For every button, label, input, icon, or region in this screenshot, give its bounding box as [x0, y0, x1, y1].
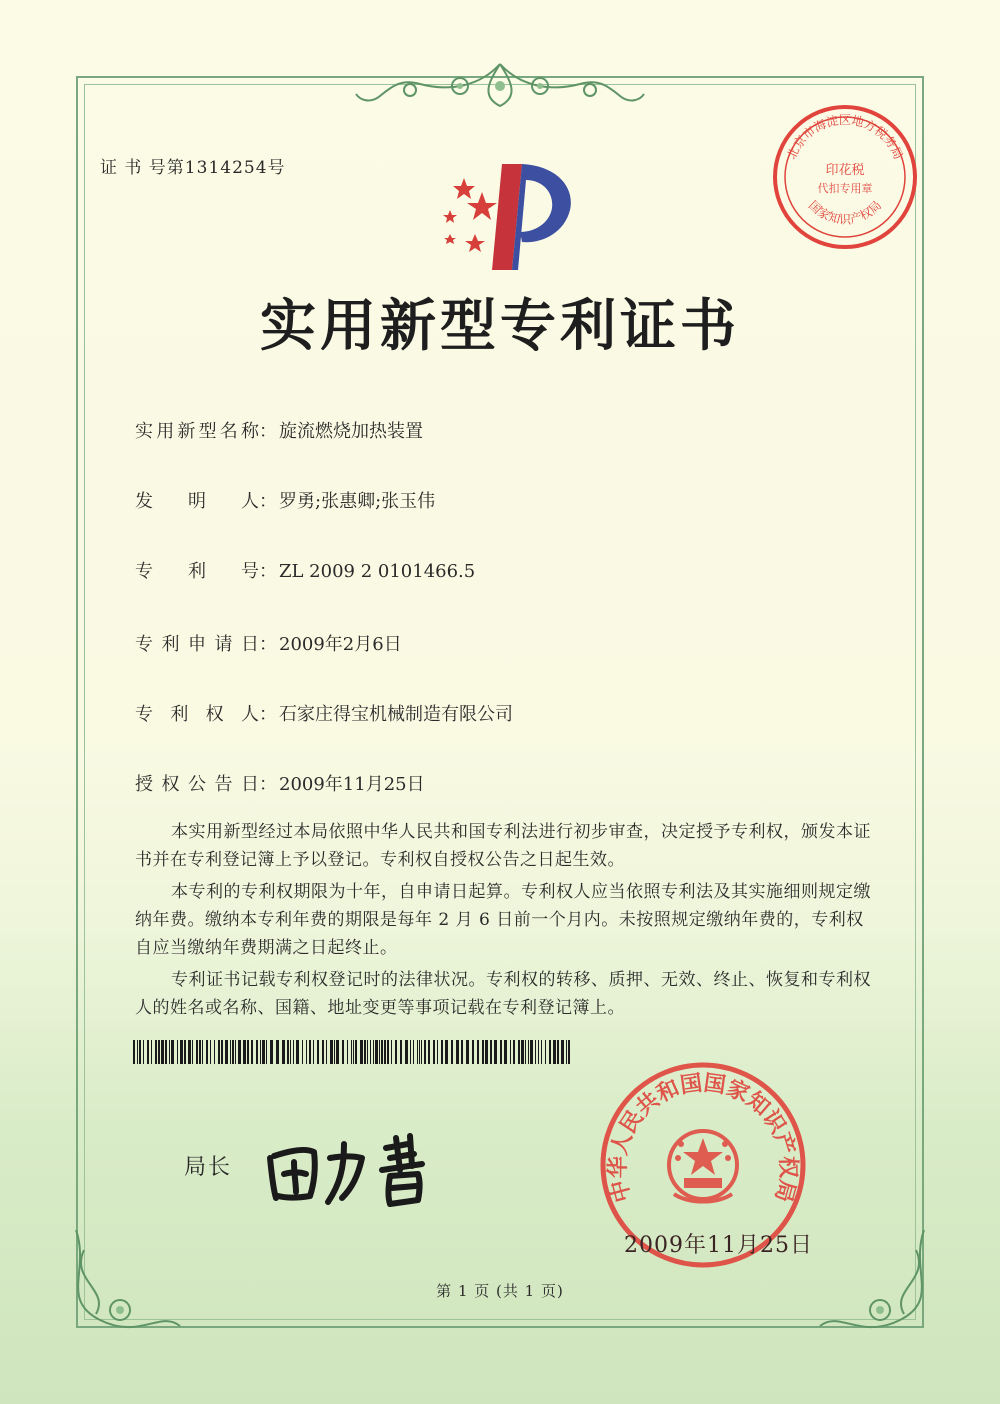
barcode-bar	[557, 1040, 559, 1064]
barcode-bar	[313, 1040, 314, 1064]
barcode-bar	[306, 1040, 307, 1064]
barcode-bar	[334, 1040, 335, 1064]
seal-date: 2009年11月25日	[624, 1233, 813, 1258]
barcode-bar	[192, 1040, 193, 1064]
tax-stamp-icon	[770, 102, 920, 252]
field-label: 专利权人	[135, 704, 259, 725]
barcode-bar	[171, 1040, 174, 1064]
field-value: 石家庄得宝机械制造有限公司	[279, 704, 513, 725]
barcode-bar	[525, 1040, 526, 1064]
barcode-bar	[214, 1040, 215, 1064]
top-ornament-icon	[350, 56, 650, 112]
field-separator: ：	[259, 421, 277, 442]
barcode-bar	[461, 1040, 463, 1064]
barcode-bar	[247, 1040, 249, 1064]
barcode-bar	[232, 1040, 234, 1064]
barcode-bar	[235, 1040, 236, 1064]
barcode-bar	[472, 1040, 474, 1064]
barcode-bar	[133, 1040, 135, 1064]
barcode-bar	[221, 1040, 223, 1064]
barcode-bar	[419, 1040, 420, 1064]
field-separator: ：	[259, 704, 277, 725]
barcode-bar	[387, 1040, 389, 1064]
barcode-bar	[158, 1040, 160, 1064]
barcode-bar	[326, 1040, 327, 1064]
barcode-bar	[367, 1040, 368, 1064]
barcode-bar	[238, 1040, 241, 1064]
field-value: 2009年11月25日	[279, 774, 425, 795]
barcode-bar	[276, 1040, 279, 1064]
barcode-bar	[437, 1040, 438, 1064]
field-value: 旋流燃烧加热装置	[279, 421, 423, 442]
paragraph-legal-status: 专利证书记载专利权登记时的法律状况。专利权的转移、质押、无效、终止、恢复和专利权人的姓名或名称、国籍、地址变更等事项记载在专利登记簿上。	[135, 970, 871, 1018]
barcode-bar	[355, 1040, 357, 1064]
barcode-bar	[504, 1040, 507, 1064]
field-value: ZL 2009 2 0101466.5	[279, 561, 476, 582]
page-number: 第 1 页 (共 1 页)	[436, 1282, 564, 1300]
barcode-bar	[177, 1040, 178, 1064]
tax-stamp-center-line1: 印花税	[825, 163, 865, 178]
svg-text:国家知识产权局	[806, 198, 884, 226]
director-label: 局长	[184, 1155, 233, 1180]
barcode-bar	[477, 1040, 479, 1064]
barcode-bar	[451, 1040, 453, 1064]
barcode-bar	[266, 1040, 267, 1064]
barcode-bar	[482, 1040, 484, 1064]
barcode-bar	[541, 1040, 542, 1064]
barcode-bar	[137, 1040, 138, 1064]
barcode-bar	[180, 1040, 183, 1064]
barcode-bar	[375, 1040, 378, 1064]
tax-stamp-center-line2: 代扣专用章	[817, 182, 873, 195]
barcode-bar	[405, 1040, 408, 1064]
barcode-bar	[353, 1040, 354, 1064]
barcode-bar	[384, 1040, 386, 1064]
barcode-bar	[322, 1040, 324, 1064]
barcode-bar	[256, 1040, 258, 1064]
barcode-bar	[535, 1040, 536, 1064]
barcode-bar	[342, 1040, 344, 1064]
barcode-bar	[317, 1040, 319, 1064]
barcode-bar	[151, 1040, 152, 1064]
barcode-bar	[143, 1040, 144, 1064]
barcode-bar	[561, 1040, 564, 1064]
director-signature	[262, 1118, 462, 1208]
barcode-bar	[296, 1040, 299, 1064]
certificate-title: 实用新型专利证书	[260, 293, 740, 359]
barcode-bar	[251, 1040, 253, 1064]
barcode-bar	[553, 1040, 556, 1064]
barcode-bar	[566, 1040, 567, 1064]
tax-stamp-lower-text: 国家知识产权局	[805, 198, 885, 227]
barcode-bar	[521, 1040, 524, 1064]
barcode-bar	[225, 1040, 228, 1064]
barcode-bar	[161, 1040, 164, 1064]
barcode-bar	[410, 1040, 411, 1064]
barcode-bar	[500, 1040, 502, 1064]
field-label: 专利申请日	[135, 634, 259, 655]
barcode-bar	[510, 1040, 511, 1064]
barcode-bar	[364, 1040, 366, 1064]
field-application-date	[135, 630, 402, 656]
barcode-bar	[351, 1040, 352, 1064]
barcode-bar	[428, 1040, 430, 1064]
barcode-bar	[155, 1040, 157, 1064]
field-separator: ：	[259, 561, 277, 582]
barcode-bar	[391, 1040, 392, 1064]
barcode-bar	[400, 1040, 402, 1064]
barcode-bar	[139, 1040, 141, 1064]
barcode-bar	[270, 1040, 273, 1064]
tax-stamp-ring-text: 北京市海淀区地方税务局	[784, 113, 906, 162]
field-grant-date	[135, 770, 425, 796]
barcode-bar	[413, 1040, 414, 1064]
barcode-bar	[196, 1040, 198, 1064]
barcode-bar	[302, 1040, 303, 1064]
barcode-bar	[260, 1040, 261, 1064]
barcode-bar	[165, 1040, 167, 1064]
field-value: 罗勇;张惠卿;张玉伟	[279, 491, 436, 512]
barcode-bar	[379, 1040, 380, 1064]
field-label: 授权公告日	[135, 774, 259, 795]
sipo-logo-icon	[430, 152, 580, 277]
field-separator: ：	[259, 634, 277, 655]
barcode-bar	[424, 1040, 426, 1064]
barcode-bar	[373, 1040, 374, 1064]
barcode-bar	[202, 1040, 203, 1064]
barcode-bar	[360, 1040, 363, 1064]
barcode-bar	[169, 1040, 170, 1064]
barcode-bar	[421, 1040, 422, 1064]
barcode-bar	[530, 1040, 533, 1064]
paragraph-grant-statement: 本实用新型经过本局依照中华人民共和国专利法进行初步审查，决定授予专利权，颁发本证书并在专利登记簿上予以登记。专利权自授权公告之日起生效。	[135, 822, 871, 870]
field-patentee	[135, 700, 513, 726]
barcode-bar	[433, 1040, 435, 1064]
barcode-bar	[188, 1040, 191, 1064]
field-utility-model-name	[135, 417, 423, 443]
barcode-bar	[381, 1040, 383, 1064]
barcode-bar	[528, 1040, 529, 1064]
barcode-bar	[445, 1040, 448, 1064]
barcode-bar	[147, 1040, 149, 1064]
barcode-bar	[336, 1040, 339, 1064]
barcode-bar	[545, 1040, 546, 1064]
barcode-bar	[287, 1040, 289, 1064]
barcode-bar	[485, 1040, 488, 1064]
field-label: 专利号	[135, 561, 259, 582]
barcode-bar	[347, 1040, 348, 1064]
barcode-bar	[206, 1040, 208, 1064]
barcode-bar	[538, 1040, 539, 1064]
barcode-bar	[490, 1040, 492, 1064]
barcode-bar	[184, 1040, 186, 1064]
field-patent-number	[135, 557, 475, 583]
barcode-bar	[456, 1040, 459, 1064]
barcode-bar	[568, 1040, 570, 1064]
barcode-bar	[549, 1040, 551, 1064]
field-separator: ：	[259, 491, 277, 512]
barcode-bar	[330, 1040, 333, 1064]
barcode-bar	[417, 1040, 418, 1064]
barcode-bar	[199, 1040, 201, 1064]
field-separator: ：	[259, 774, 277, 795]
barcode-bar	[466, 1040, 469, 1064]
paragraph-term-and-fees: 本专利的专利权期限为十年，自申请日起算。专利权人应当依照专利法及其实施细则规定缴纳年费。缴纳本专利年费的期限是每年 2 月 6 日前一个月内。未按照规定缴纳年费的，专利权自应当缴纳年费期满之日起终止。	[135, 882, 871, 958]
field-value: 2009年2月6日	[279, 634, 402, 655]
barcode-bar	[290, 1040, 291, 1064]
barcode-bar	[494, 1040, 497, 1064]
barcode-bar	[370, 1040, 371, 1064]
barcode-bar	[243, 1040, 246, 1064]
field-inventors	[135, 487, 435, 513]
certificate-number: 证 书 号第1314254号	[100, 158, 286, 178]
barcode-bar	[210, 1040, 211, 1064]
national-emblem-icon	[669, 1131, 737, 1202]
office-seal-ring-text: 中华人民共和国国家知识产权局	[604, 1069, 802, 1205]
barcode-bar	[395, 1040, 397, 1064]
barcode-bar	[262, 1040, 265, 1064]
barcode-bar	[441, 1040, 443, 1064]
barcode-bar	[230, 1040, 231, 1064]
barcode-icon	[133, 1040, 573, 1064]
barcode-bar	[513, 1040, 515, 1064]
barcode-bar	[218, 1040, 220, 1064]
field-label: 实用新型名称	[135, 421, 259, 442]
barcode-bar	[309, 1040, 311, 1064]
barcode-bar	[282, 1040, 285, 1064]
field-label: 发明人	[135, 491, 259, 512]
barcode-bar	[518, 1040, 520, 1064]
barcode-bar	[293, 1040, 294, 1064]
